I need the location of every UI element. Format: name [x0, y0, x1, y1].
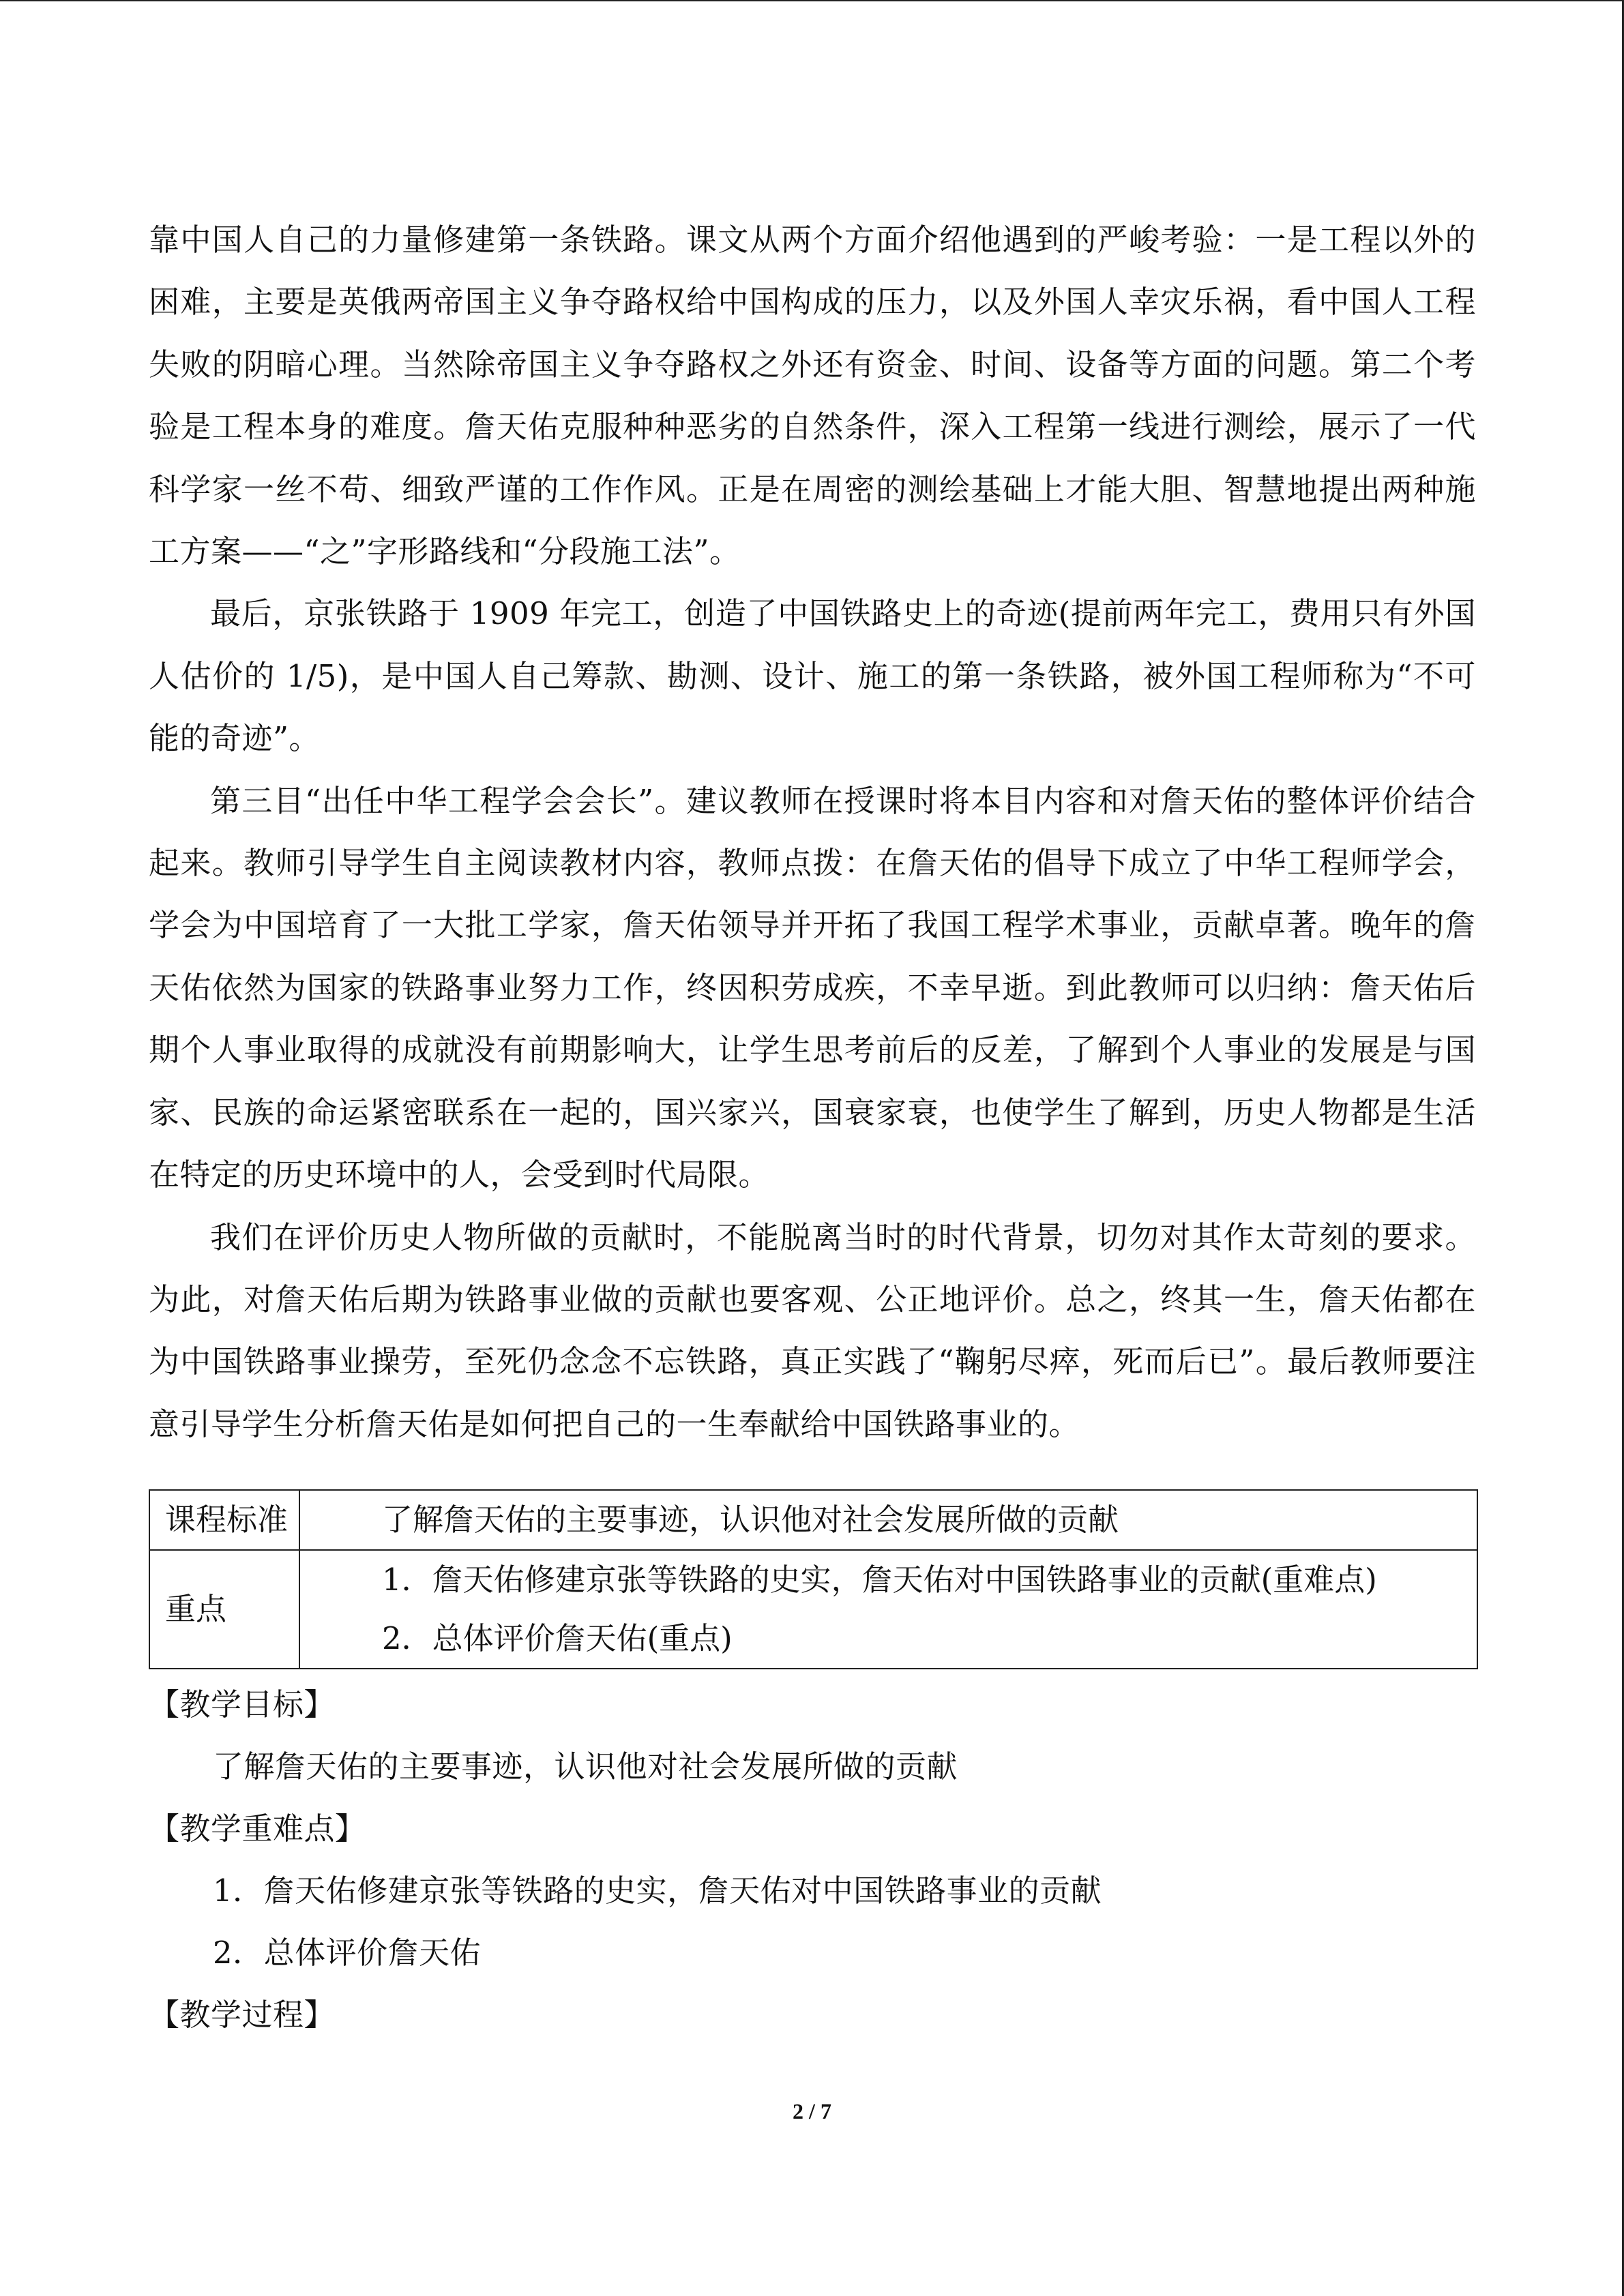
page-number: 2 / 7	[793, 2099, 831, 2123]
table-key-point-2: 2．总体评价詹天佑(重点)	[382, 1620, 733, 1657]
heading-teaching-process: 【教学过程】	[149, 1997, 336, 2033]
table-row-key-points	[149, 1550, 1477, 1669]
table-value-key-points	[299, 1550, 1477, 1669]
key-point-item-1: 1．詹天佑修建京张等铁路的史实，詹天佑对中国铁路事业的贡献	[213, 1873, 1102, 1909]
table-value-standard: 了解詹天佑的主要事迹，认识他对社会发展所做的贡献	[299, 1490, 1477, 1550]
paragraph-third-section: 第三目“出任中华工程学会会长”。建议教师在授课时将本目内容和对詹天佑的整体评价结合起来。教师引导学生自主阅读教材内容，教师点拨：在詹天佑的倡导下成立了中华工程师学会，学会为中国培育了一大批工学家，詹天佑领导并开拓了我国工程学术事业，贡献卓著。晚年的詹天佑依然为国家的铁路事业努力工作，终因积劳成疾，不幸早逝。到此教师可以归纳：詹天佑后期个人事业取得的成就没有前期影响大，让学生思考前后的反差，了解到个人事业的发展是与国家、民族的命运紧密联系在一起的，国兴家兴，国衰家衰，也使学生了解到，历史人物都是生活在特定的历史环境中的人，会受到时代局限。	[149, 782, 1476, 1193]
table-label-standard: 课程标准	[149, 1490, 299, 1550]
paragraph-completion-1909: 最后，京张铁路于 1909 年完工，创造了中国铁路史上的奇迹(提前两年完工，费用只有外国人估价的 1/5)，是中国人自己筹款、勘测、设计、施工的第一条铁路，被外国工程师称为“不可能的奇迹”。	[149, 595, 1476, 757]
key-point-item-2: 2．总体评价詹天佑	[213, 1935, 482, 1971]
heading-key-difficult-points: 【教学重难点】	[149, 1810, 366, 1847]
table-label-key-points: 重点	[149, 1550, 299, 1669]
objectives-text: 了解詹天佑的主要事迹，认识他对社会发展所做的贡献	[213, 1748, 958, 1785]
table-row-standard	[149, 1490, 1477, 1550]
paragraph-evaluation: 我们在评价历史人物所做的贡献时，不能脱离当时的时代背景，切勿对其作太苛刻的要求。为此，对詹天佑后期为铁路事业做的贡献也要客观、公正地评价。总之，终其一生，詹天佑都在为中国铁路事业操劳，至死仍念念不忘铁路，真正实践了“鞠躬尽瘁，死而后已”。最后教师要注意引导学生分析詹天佑是如何把自己的一生奉献给中国铁路事业的。	[149, 1219, 1476, 1442]
curriculum-table	[149, 1489, 1478, 1669]
document-body	[149, 209, 1476, 2046]
page-top-border	[0, 0, 1624, 1]
paragraph-railway-challenges: 靠中国人自己的力量修建第一条铁路。课文从两个方面介绍他遇到的严峻考验：一是工程以外的困难，主要是英俄两帝国主义争夺路权给中国构成的压力，以及外国人幸灾乐祸，看中国人工程失败的阴暗心理。当然除帝国主义争夺路权之外还有资金、时间、设备等方面的问题。第二个考验是工程本身的难度。詹天佑克服种种恶劣的自然条件，深入工程第一线进行测绘，展示了一代科学家一丝不苟、细致严谨的工作作风。正是在周密的测绘基础上才能大胆、智慧地提出两种施工方案——“之”字形路线和“分段施工法”。	[149, 222, 1476, 570]
heading-teaching-objectives: 【教学目标】	[149, 1686, 336, 1723]
table-key-point-1: 1．詹天佑修建京张等铁路的史实，詹天佑对中国铁路事业的贡献(重难点)	[382, 1562, 1377, 1598]
